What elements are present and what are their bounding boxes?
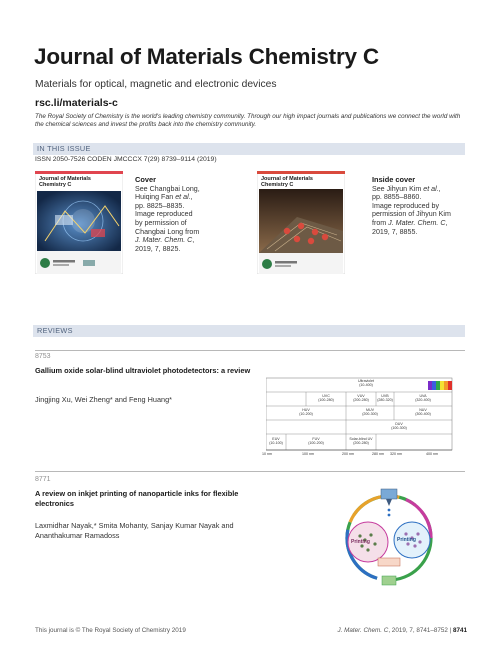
inkjet-left-label: Printing [351, 539, 370, 545]
cover-line: Image reproduced by [372, 201, 440, 210]
article-authors: Jingjing Xu, Wei Zheng* and Feng Huang* [35, 395, 172, 404]
cover-line: , [445, 218, 448, 227]
in-this-issue-heading: IN THIS ISSUE [37, 144, 91, 153]
uv-range-svg [266, 376, 468, 458]
article-authors: Laxmidhar Nayak,* Smita Mohanty, Sanjay Kumar Nayak and Ananthakumar Ramadoss [35, 521, 234, 541]
journal-url[interactable]: rsc.li/materials-c [35, 97, 118, 109]
cover-line-italic: et al. [423, 184, 439, 193]
journal-title: Journal of Materials Chemistry C [34, 44, 379, 69]
label-muv: MUV (200-300) [362, 408, 378, 417]
cover-line: , [190, 193, 193, 202]
cover-line-italic: J. Mater. Chem. C [388, 218, 446, 227]
cover-line: pp. 8855–8860. [372, 193, 422, 202]
cover-line: 2019, 7, 8855. [372, 227, 418, 236]
cover-art-title: Journal of Materials Chemistry C [39, 176, 91, 189]
article-page-number: 8753 [35, 353, 51, 360]
inside-cover-caption [372, 176, 462, 236]
tick-label: 400 nm [426, 452, 438, 456]
journal-subtitle: Materials for optical, magnetic and electronic devices [35, 79, 277, 90]
cover-heading: Cover [135, 175, 156, 184]
cover-caption [135, 176, 207, 253]
label-fuv: FUV (100-200) [308, 437, 324, 446]
cover-line-italic: et al. [175, 193, 191, 202]
label-huv: HUV (10-200) [299, 408, 313, 417]
rsc-description: The Royal Society of Chemistry is the world's leading chemistry community. Through our high impact journals and publications we connect the world with the chemical sciences and invest the profits back into the chemistry community. [35, 113, 461, 129]
footer-journal: J. Mater. Chem. C [337, 627, 389, 634]
inkjet-printing-figure [334, 480, 444, 595]
label-uvb: UVB (280-320) [377, 394, 393, 403]
footer-copyright: This journal is © The Royal Society of Chemistry 2019 [35, 627, 186, 634]
footer-citation [290, 627, 467, 634]
article-divider [35, 471, 465, 472]
tick-label: 320 nm [390, 452, 402, 456]
cover-line: by permission of [135, 218, 187, 227]
cover-line: permission of Jihyun Kim [372, 210, 451, 219]
inside-cover-image [257, 171, 345, 274]
label-vuv: VUV (200-280) [353, 394, 369, 403]
cover-line: Changbai Long from [135, 227, 200, 236]
tick-label: 200 nm [342, 452, 354, 456]
cover-line: , [192, 236, 195, 245]
label-ultraviolet: Ultraviolet (10-400) [358, 379, 374, 388]
label-solar-blind: Solar-blind UV (200-280) [349, 437, 373, 446]
cover-line: , [438, 184, 441, 193]
label-uva: UVA (320-400) [415, 394, 431, 403]
uv-range-diagram [262, 376, 468, 458]
inkjet-printing-svg [334, 480, 444, 595]
cover-line-italic: J. Mater. Chem. C [135, 236, 193, 245]
inkjet-right-label: Printing [397, 537, 416, 543]
tick-label: 100 nm [302, 452, 314, 456]
cover-line: See Jihyun Kim [372, 184, 424, 193]
inside-cover-heading: Inside cover [372, 175, 416, 184]
label-duv: DUV (100-300) [391, 422, 407, 431]
footer-volume: , 2019, 7, 8741–8752 | [388, 627, 453, 634]
cover-line: from [372, 218, 389, 227]
tick-label: 10 nm [262, 452, 272, 456]
cover-line: Image reproduced [135, 210, 193, 219]
cover-line: 2019, 7, 8825. [135, 244, 181, 253]
issn-line: ISSN 2050-7526 CODEN JMCCCX 7(29) 8739–9114 (2019) [35, 156, 217, 163]
reviews-band [33, 325, 465, 337]
cover-image [35, 171, 123, 274]
tick-label: 280 nm [372, 452, 384, 456]
article-page-number: 8771 [35, 476, 51, 483]
article-title[interactable]: Gallium oxide solar-blind ultraviolet photodetectors: a review [35, 366, 251, 375]
article-divider [35, 350, 465, 351]
cover-line: See Changbai Long, [135, 184, 200, 193]
footer-page-number: 8741 [452, 627, 467, 634]
label-nuv: NUV (300-400) [415, 408, 431, 417]
inside-cover-art-title: Journal of Materials Chemistry C [261, 176, 313, 189]
cover-line: pp. 8825–8835. [135, 201, 185, 210]
in-this-issue-band [33, 143, 465, 155]
label-uvc: UVC (100-280) [318, 394, 334, 403]
label-euv: EUV (10-100) [269, 437, 283, 446]
article-title[interactable]: A review on inkjet printing of nanoparticle inks for flexible electronics [35, 489, 239, 508]
reviews-heading: REVIEWS [37, 326, 73, 335]
cover-line: Huiqing Fan [135, 193, 176, 202]
